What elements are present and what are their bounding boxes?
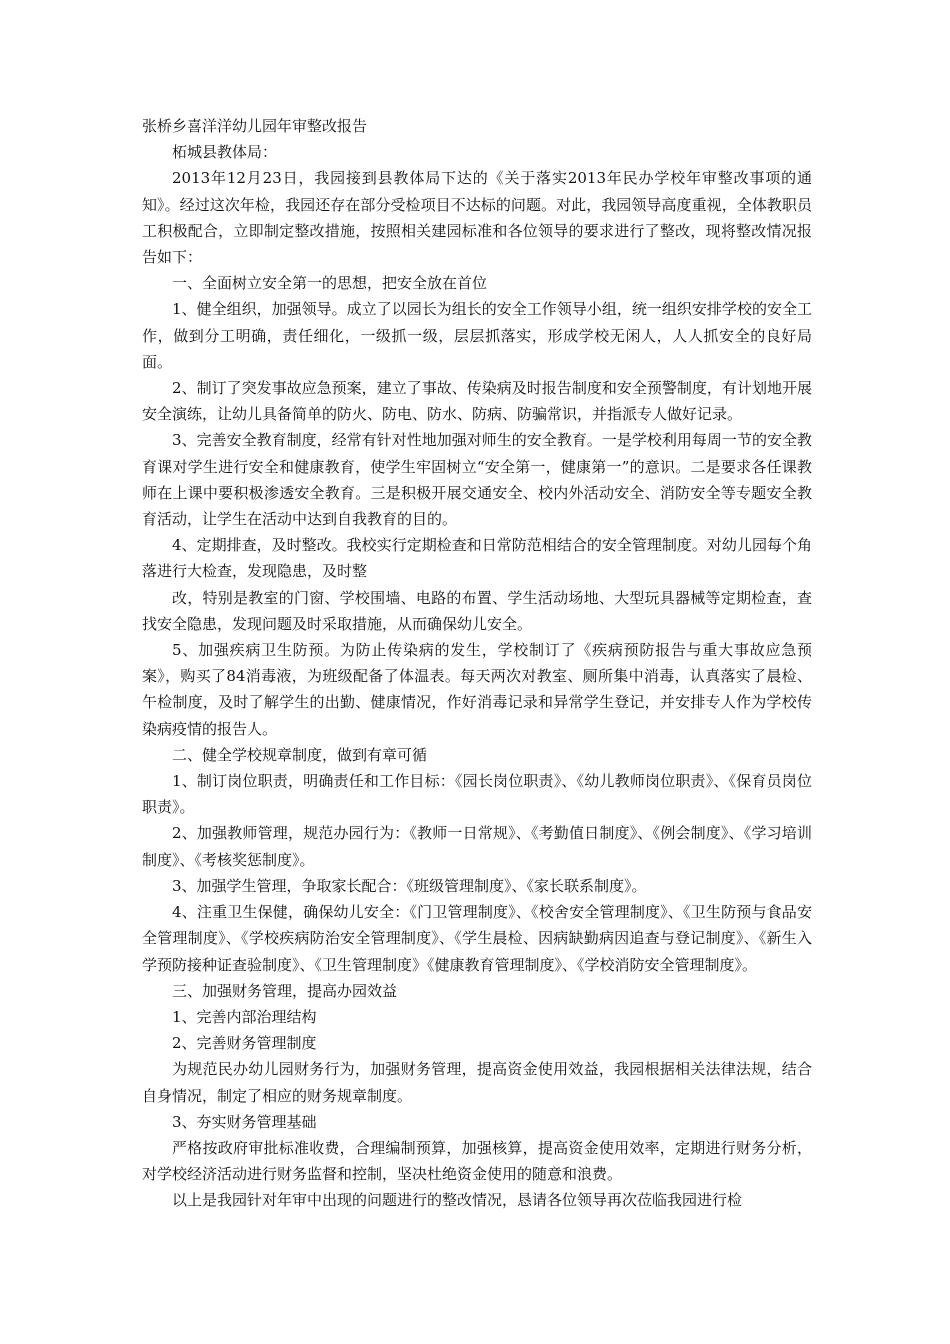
section-heading-1: 一、全面树立安全第一的思想，把安全放在首位 xyxy=(172,274,488,293)
paragraph-3-2-body: 为规范民办幼儿园财务行为，加强财务管理，提高资金使用效益，我园根据相关法律法规，结合自身情况，制定了相应的财务规章制度。 xyxy=(142,1060,812,1105)
paragraph-1-1: 1、健全组织，加强领导。成立了以园长为组长的安全工作领导小组，统一组织安排学校的安全工作，做到分工明确，责任细化，一级抓一级，层层抓落实，形成学校无闲人，人人抓安全的良好局面。 xyxy=(142,300,812,371)
paragraph-intro: 2013年12月23日，我园接到县教体局下达的《关于落实2013年民办学校年审整改事项的通知》。经过这次年检，我园还存在部分受检项目不达标的问题。对此，我园领导高度重视，全体教职员工积极配合，立即制定整改措施，按照相关建园标准和各位领导的要求进行了整改，现将整改情况报告如下： xyxy=(142,169,812,267)
paragraph-1-4: 4、定期排查，及时整改。我校实行定期检查和日常防范相结合的安全管理制度。对幼儿园每个角落进行大检查，发现隐患，及时整 xyxy=(142,536,812,581)
section-heading-2: 二、健全学校规章制度，做到有章可循 xyxy=(172,745,428,764)
document-page xyxy=(142,113,812,1214)
paragraph-3-3-body: 严格按政府审批标准收费，合理编制预算，加强核算，提高资金使用效率，定期进行财务分析，对学校经济活动进行财务监督和控制，坚决杜绝资金使用的随意和浪费。 xyxy=(142,1138,812,1184)
paragraph-3-2: 2、完善财务管理制度 xyxy=(172,1034,317,1053)
paragraph-2-3: 3、加强学生管理，争取家长配合：《班级管理制度》、《家长联系制度》。 xyxy=(172,876,647,895)
paragraph-1-3: 3、完善安全教育制度，经常有针对性地加强对师生的安全教育。一是学校利用每周一节的安全教育课对学生进行安全和健康教育，使学生牢固树立“安全第一，健康第一”的意识。二是要求各任课教师在上课中要积极渗透安全教育。三是积极开展交通安全、校内外活动安全、消防安全等专题安全教育活动，让学生在活动中达到自我教育的目的。 xyxy=(142,431,812,529)
addressee: 柘城县教体局： xyxy=(172,143,278,162)
paragraph-2-4: 4、注重卫生保健，确保幼儿安全：《门卫管理制度》、《校舍安全管理制度》、《卫生防预与食品安全管理制度》、《学校疾病防治安全管理制度》、《学生晨检、因病缺勤病因追查与登记制度》、《新生入学预防接种证查验制度》、《卫生管理制度》《健康教育管理制度》、《学校消防安全管理制度》。 xyxy=(142,903,812,974)
paragraph-3-3: 3、夯实财务管理基础 xyxy=(172,1112,317,1131)
paragraph-1-5: 5、加强疾病卫生防预。为防止传染病的发生，学校制订了《疾病预防报告与重大事故应急预案》，购买了84消毒液，为班级配备了体温表。每天两次对教室、厕所集中消毒，认真落实了晨检、午检制度，及时了解学生的出勤、健康情况，作好消毒记录和异常学生登记，并安排专人作为学校传染病疫情的报告人。 xyxy=(142,641,812,738)
paragraph-1-2: 2、制订了突发事故应急预案，建立了事故、传染病及时报告制度和安全预警制度，有计划地开展安全演练，让幼儿具备简单的防火、防电、防水、防病、防骗常识，并指派专人做好记录。 xyxy=(142,379,812,424)
paragraph-closing: 以上是我园针对年审中出现的问题进行的整改情况，恳请各位领导再次莅临我园进行检 xyxy=(172,1191,743,1210)
paragraph-2-2: 2、加强教师管理，规范办园行为：《教师一日常规》、《考勤值日制度》、《例会制度》、《学习培训制度》、《考核奖惩制度》。 xyxy=(142,824,812,869)
section-heading-3: 三、加强财务管理，提高办园效益 xyxy=(172,981,398,1000)
paragraph-3-1: 1、完善内部治理结构 xyxy=(172,1007,317,1026)
paragraph-1-4-continued: 改，特别是教室的门窗、学校围墙、电路的布置、学生活动场地、大型玩具器械等定期检查，查找安全隐患，发现问题及时采取措施，从而确保幼儿安全。 xyxy=(142,588,812,633)
paragraph-2-1: 1、制订岗位职责，明确责任和工作目标：《园长岗位职责》、《幼儿教师岗位职责》、《保育员岗位职责》。 xyxy=(142,772,812,817)
document-title: 张桥乡喜洋洋幼儿园年审整改报告 xyxy=(142,117,368,135)
